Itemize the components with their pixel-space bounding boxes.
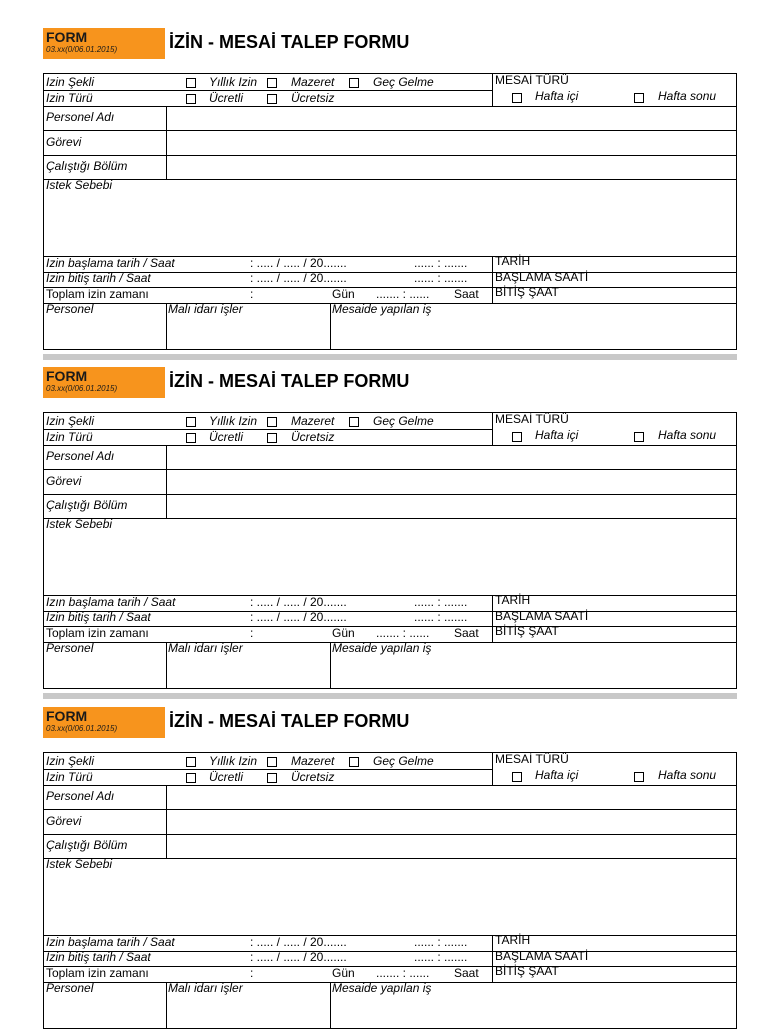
bitis-time: ...... : ....... [414,950,468,964]
hafta-sonu-label: Hafta sonu [658,89,717,103]
toplam-izin-label: Toplam izin zamanı [46,626,149,640]
izin-baslama-label: Izın başlama tarih / Saat [46,595,176,609]
gun-time: ....... : ...... [376,287,430,301]
izin-baslama-label: Izin başlama tarih / Saat [46,935,175,949]
form-title: İZİN - MESAİ TALEP FORMU [169,371,410,391]
hafta-ici-label: Hafta içi [535,768,579,782]
form-table [43,73,737,350]
form-code: 03.xx(0/06.01.2015) [46,45,118,54]
gun-time: ....... : ...... [376,966,430,980]
mazeret-label: Mazeret [291,75,335,89]
bitis-time: ...... : ....... [414,610,468,624]
ucretsiz-checkbox[interactable] [267,94,277,104]
izin-sekli-label: Izin Şekli [46,754,95,768]
form-badge-label: FORM [46,708,88,724]
calistigi-bolum-label: Çalıştığı Bölüm [46,838,128,852]
ucretli-checkbox[interactable] [186,773,196,783]
personel-signature-label: Personel [46,641,94,655]
mesaide-yapilan-label: Mesaide yapılan iş [332,981,432,995]
hafta-sonu-checkbox[interactable] [634,772,644,782]
izin-sekli-label: Izin Şekli [46,414,95,428]
tarih-label: TARİH [495,254,531,268]
yillik-izin-checkbox[interactable] [186,78,196,88]
saat-label: Saat [454,966,479,980]
hafta-ici-checkbox[interactable] [512,432,522,442]
form-title: İZİN - MESAİ TALEP FORMU [169,711,410,731]
ucretsiz-checkbox[interactable] [267,773,277,783]
form-table [43,752,737,1029]
yillik-izin-checkbox[interactable] [186,417,196,427]
ucretsiz-label: Ücretsiz [291,91,335,105]
izin-sekli-label: Izin Şekli [46,75,95,89]
ucretli-checkbox[interactable] [186,94,196,104]
personel-adi-label: Personel Adı [46,449,115,463]
saat-label: Saat [454,287,479,301]
hafta-ici-label: Hafta içi [535,89,579,103]
baslama-saati-label: BAŞLAMA SAATİ [495,949,589,963]
mesaide-yapilan-label: Mesaide yapılan iş [332,302,432,316]
mazeret-checkbox[interactable] [267,78,277,88]
izin-bitis-label: Izin bitiş tarih / Saat [46,950,151,964]
izin-baslama-label: Izin başlama tarih / Saat [46,256,175,270]
bitis-date: : ..... / ..... / 20....... [250,271,347,285]
form-separator [43,693,737,699]
gec-gelme-checkbox[interactable] [349,417,359,427]
hafta-sonu-label: Hafta sonu [658,768,717,782]
gec-gelme-checkbox[interactable] [349,78,359,88]
istek-sebebi-label: Istek Sebebi [46,178,113,192]
baslama-time: ...... : ....... [414,256,468,270]
izin-bitis-label: Izin bitiş tarih / Saat [46,610,151,624]
mali-idari-label: Malı idarı işler [168,641,243,655]
gun-label: Gün [332,626,355,640]
mazeret-label: Mazeret [291,414,335,428]
yillik-izin-label: Yıllık Izin [209,414,258,428]
form-badge-label: FORM [46,368,88,384]
baslama-date: : ..... / ..... / 20....... [250,256,347,270]
calistigi-bolum-label: Çalıştığı Bölüm [46,159,128,173]
form-code: 03.xx(0/06.01.2015) [46,384,118,393]
gec-gelme-label: Geç Gelme [373,75,434,89]
form-separator [43,354,737,360]
saat-label: Saat [454,626,479,640]
gun-time: ....... : ...... [376,626,430,640]
tarih-label: TARİH [495,933,531,947]
izin-bitis-label: Izin bitiş tarih / Saat [46,271,151,285]
istek-sebebi-label: Istek Sebebi [46,857,113,871]
gec-gelme-label: Geç Gelme [373,414,434,428]
gec-gelme-checkbox[interactable] [349,757,359,767]
mali-idari-label: Malı idarı işler [168,981,243,995]
gun-label: Gün [332,966,355,980]
baslama-saati-label: BAŞLAMA SAATİ [495,270,589,284]
izin-turu-label: Izin Türü [46,91,93,105]
form-table [43,412,737,689]
yillik-izin-label: Yıllık Izin [209,75,258,89]
ucretsiz-checkbox[interactable] [267,433,277,443]
mesai-turu-label: MESAİ TÜRÜ [495,412,569,426]
bitis-saat-label: BİTİŞ ŞAAT [495,964,559,978]
calistigi-bolum-label: Çalıştığı Bölüm [46,498,128,512]
bitis-date: : ..... / ..... / 20....... [250,950,347,964]
hafta-ici-label: Hafta içi [535,428,579,442]
hafta-ici-checkbox[interactable] [512,93,522,103]
yillik-izin-label: Yıllık Izin [209,754,258,768]
toplam-colon: : [250,626,254,640]
tarih-label: TARİH [495,593,531,607]
hafta-sonu-checkbox[interactable] [634,432,644,442]
personel-signature-label: Personel [46,302,94,316]
ucretsiz-label: Ücretsiz [291,770,335,784]
form-title: İZİN - MESAİ TALEP FORMU [169,32,410,52]
ucretli-label: Ücretli [209,91,244,105]
mesai-turu-label: MESAİ TÜRÜ [495,73,569,87]
baslama-date: : ..... / ..... / 20....... [250,935,347,949]
bitis-time: ...... : ....... [414,271,468,285]
yillik-izin-checkbox[interactable] [186,757,196,767]
ucretsiz-label: Ücretsiz [291,430,335,444]
istek-sebebi-label: Istek Sebebi [46,517,113,531]
personel-adi-label: Personel Adı [46,110,115,124]
gorevi-label: Görevi [46,814,82,828]
izin-turu-label: Izin Türü [46,430,93,444]
toplam-colon: : [250,287,254,301]
mazeret-checkbox[interactable] [267,417,277,427]
ucretli-label: Ücretli [209,430,244,444]
form-code: 03.xx(0/06.01.2015) [46,724,118,733]
form-badge [43,28,165,59]
baslama-time: ...... : ....... [414,595,468,609]
hafta-sonu-label: Hafta sonu [658,428,717,442]
izin-turu-label: Izin Türü [46,770,93,784]
toplam-izin-label: Toplam izin zamanı [46,287,149,301]
bitis-date: : ..... / ..... / 20....... [250,610,347,624]
gec-gelme-label: Geç Gelme [373,754,434,768]
mali-idari-label: Malı idarı işler [168,302,243,316]
gorevi-label: Görevi [46,135,82,149]
mesaide-yapilan-label: Mesaide yapılan iş [332,641,432,655]
hafta-ici-checkbox[interactable] [512,772,522,782]
gun-label: Gün [332,287,355,301]
ucretli-checkbox[interactable] [186,433,196,443]
baslama-time: ...... : ....... [414,935,468,949]
hafta-sonu-checkbox[interactable] [634,93,644,103]
form-badge [43,707,165,738]
form-badge-label: FORM [46,29,88,45]
bitis-saat-label: BİTİŞ ŞAAT [495,624,559,638]
toplam-colon: : [250,966,254,980]
mazeret-label: Mazeret [291,754,335,768]
bitis-saat-label: BİTİŞ ŞAAT [495,285,559,299]
baslama-date: : ..... / ..... / 20....... [250,595,347,609]
personel-adi-label: Personel Adı [46,789,115,803]
mesai-turu-label: MESAİ TÜRÜ [495,752,569,766]
gorevi-label: Görevi [46,474,82,488]
toplam-izin-label: Toplam izin zamanı [46,966,149,980]
mazeret-checkbox[interactable] [267,757,277,767]
ucretli-label: Ücretli [209,770,244,784]
personel-signature-label: Personel [46,981,94,995]
baslama-saati-label: BAŞLAMA SAATİ [495,609,589,623]
form-badge [43,367,165,398]
